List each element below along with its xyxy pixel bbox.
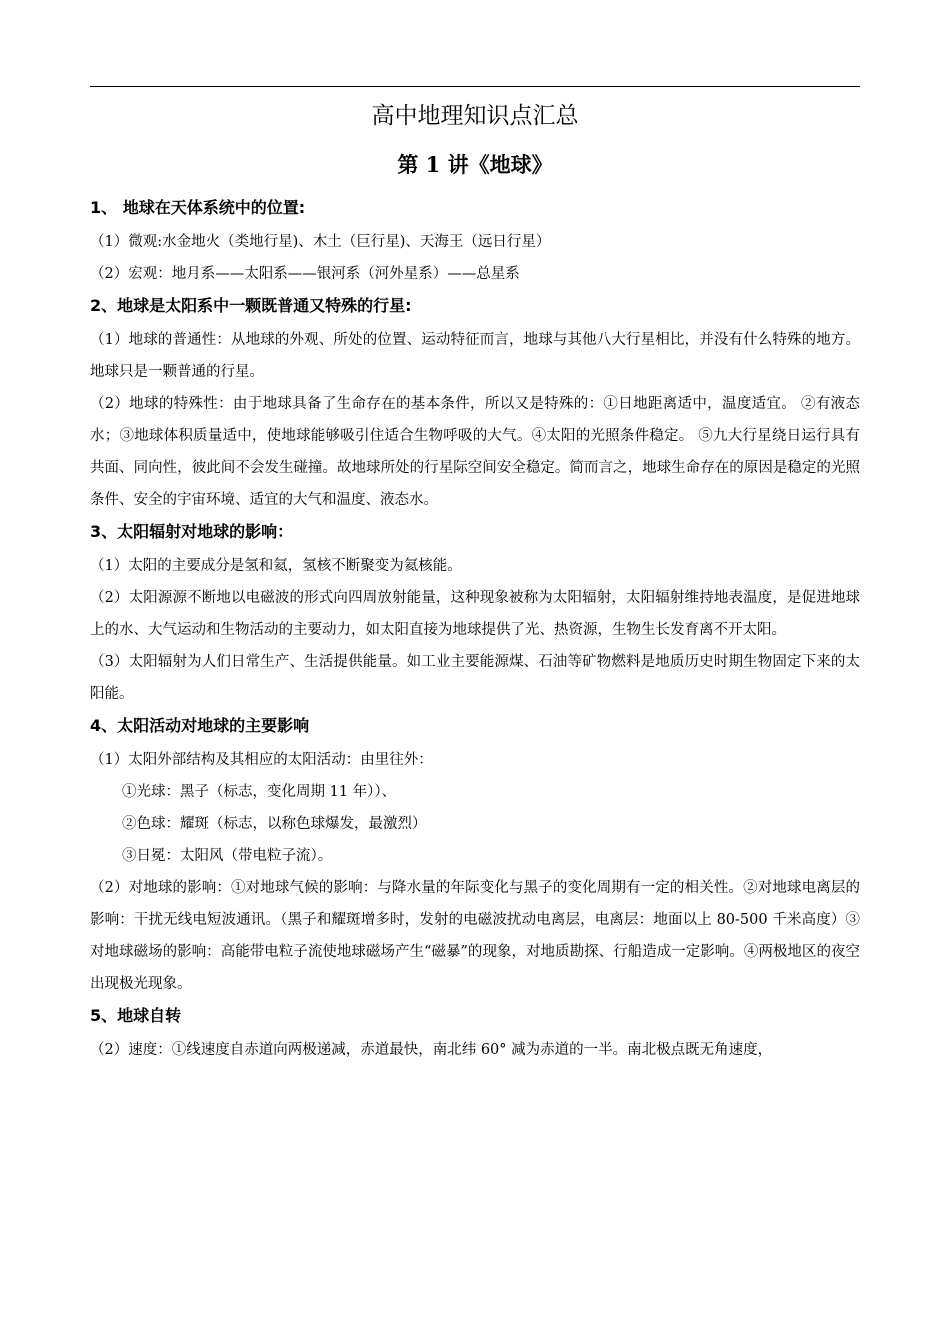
- section-4-item-chromosphere: ②色球：耀斑（标志，以称色球爆发，最激烈）: [122, 816, 427, 832]
- section-2-paragraph-2: （2）地球的特殊性：由于地球具备了生命存在的基本条件，所以又是特殊的：①日地距离适中，温度适宜。 ②有液态水；③地球体积质量适中，使地球能够吸引住适合生物呼吸的大气。④太阳的光照条件稳定。 ⑤九大行星绕日运行具有共面、同向性，彼此间不会发生碰撞。故地球所处的行星际空间安全稳定。简而言之，地球生命存在的原因是稳定的光照条件、安全的宇宙环境、适宜的大气和温度、液态水。: [90, 396, 860, 508]
- section-4: [90, 714, 860, 1000]
- lecture-subtitle: 第 1 讲《地球》: [397, 152, 553, 177]
- section-3-paragraph-1: （1）太阳的主要成分是氢和氦，氢核不断聚变为氦核能。: [90, 558, 462, 574]
- section-1-paragraph-1: （1）微观:水金地火（类地行星)、木土（巨行星)、天海王（远日行星）: [90, 234, 551, 250]
- section-1-paragraph-2: （2）宏观：地月系——太阳系——银河系（河外星系）——总星系: [90, 266, 520, 282]
- section-2: [90, 294, 860, 516]
- section-1: [90, 196, 860, 290]
- header-rule: [90, 86, 860, 87]
- section-5-heading: 5、地球自转: [90, 1006, 182, 1025]
- section-4-item-photosphere: ①光球：黑子（标志，变化周期 11 年））、: [122, 784, 397, 800]
- section-3: [90, 520, 860, 710]
- section-2-heading: 2、地球是太阳系中一颗既普通又特殊的行星:: [90, 296, 412, 315]
- section-4-paragraph-2: （2）对地球的影响：①对地球气候的影响：与降水量的年际变化与黑子的变化周期有一定的相关性。②对地球电离层的影响：干扰无线电短波通讯。（黑子和耀斑增多时，发射的电磁波扰动电离层，电离层：地面以上 80-500 千米高度）③对地球磁场的影响：高能带电粒子流使地球磁场产生“磁暴”的现象，对地质勘探、行船造成一定影响。④两极地区的夜空出现极光现象。: [90, 880, 860, 992]
- section-3-heading: 3、太阳辐射对地球的影响：: [90, 522, 294, 541]
- section-1-heading: 1、 地球在天体系统中的位置:: [90, 198, 306, 217]
- document-page: [90, 96, 860, 1070]
- section-4-paragraph-1: （1）太阳外部结构及其相应的太阳活动：由里往外：: [90, 752, 433, 768]
- section-3-paragraph-2: （2）太阳源源不断地以电磁波的形式向四周放射能量，这种现象被称为太阳辐射，太阳辐射维持地表温度，是促进地球上的水、大气运动和生物活动的主要动力，如太阳直接为地球提供了光、热资源，生物生长发育离不开太阳。: [90, 590, 860, 638]
- section-3-paragraph-3: （3）太阳辐射为人们日常生产、生活提供能量。如工业主要能源煤、石油等矿物燃料是地质历史时期生物固定下来的太阳能。: [90, 654, 860, 702]
- section-5: [90, 1004, 860, 1066]
- section-4-item-corona: ③日冕：太阳风（带电粒子流）。: [122, 848, 333, 864]
- section-4-heading: 4、太阳活动对地球的主要影响: [90, 716, 310, 735]
- section-5-paragraph-1: （2）速度：①线速度自赤道向两极递减，赤道最快，南北纬 60° 减为赤道的一半。南北极点既无角速度，: [90, 1042, 773, 1058]
- document-title: 高中地理知识点汇总: [371, 103, 579, 129]
- section-2-paragraph-1: （1）地球的普通性：从地球的外观、所处的位置、运动特征而言，地球与其他八大行星相比，并没有什么特殊的地方。地球只是一颗普通的行星。: [90, 332, 860, 380]
